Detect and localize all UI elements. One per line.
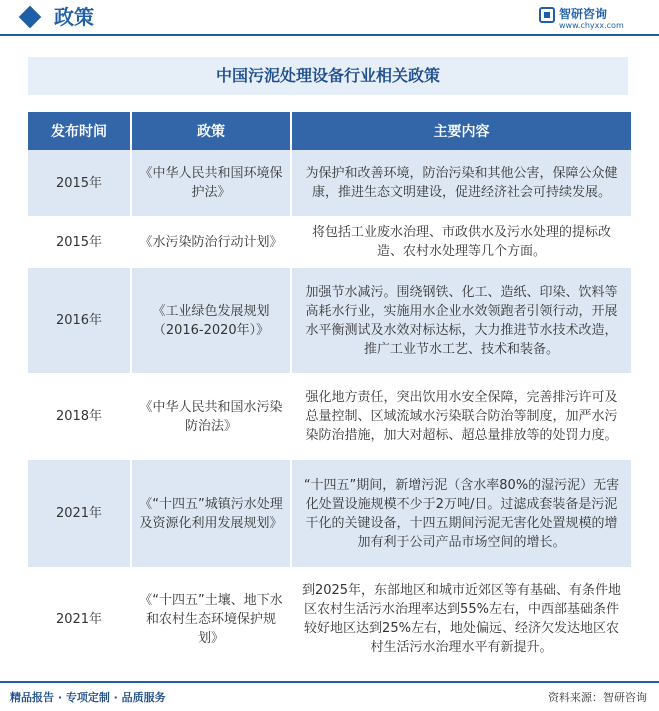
column-header-policy: 政策 <box>131 112 291 150</box>
policy-table <box>28 112 631 671</box>
footer-divider <box>0 681 659 683</box>
brand-icon <box>539 7 555 23</box>
cell-date: 2015年 <box>28 216 131 268</box>
cell-content: 为保护和改善环境，防治污染和其他公害，保障公众健康，推进生态文明建设，促进经济社会可持续发展。 <box>291 150 631 216</box>
cell-date: 2018年 <box>28 373 131 460</box>
cell-policy: 《“十四五”土壤、地下水和农村生态环境保护规划》 <box>131 567 291 671</box>
table-row <box>28 268 631 373</box>
table-title: 中国污泥处理设备行业相关政策 <box>28 57 628 95</box>
column-header-content: 主要内容 <box>291 112 631 150</box>
diamond-icon <box>19 6 42 29</box>
cell-date: 2021年 <box>28 567 131 671</box>
page-header <box>0 0 659 38</box>
cell-content: 到2025年，东部地区和城市近郊区等有基础、有条件地区农村生活污水治理率达到55%左右，中西部基础条件较好地区达到25%左右，地处偏远、经济欠发达地区农村生活污水治理水平有新提升。 <box>291 567 631 671</box>
cell-date: 2016年 <box>28 268 131 373</box>
table-row <box>28 150 631 216</box>
brand-name: 智研咨询 <box>559 7 608 21</box>
cell-date: 2015年 <box>28 150 131 216</box>
cell-policy: 《水污染防治行动计划》 <box>131 216 291 268</box>
footer-slogan: 精品报告 · 专项定制 · 品质服务 <box>10 691 166 704</box>
cell-content: 将包括工业废水治理、市政供水及污水处理的提标改造、农村水处理等几个方面。 <box>291 216 631 268</box>
header-divider <box>0 34 659 36</box>
table-row <box>28 460 631 567</box>
table-row <box>28 567 631 671</box>
table-row <box>28 373 631 460</box>
cell-policy: 《中华人民共和国水污染防治法》 <box>131 373 291 460</box>
section-title: 政策 <box>54 5 94 29</box>
column-header-date: 发布时间 <box>28 112 131 150</box>
cell-date: 2021年 <box>28 460 131 567</box>
page-footer <box>0 681 659 711</box>
cell-policy: 《中华人民共和国环境保护法》 <box>131 150 291 216</box>
cell-content: 强化地方责任，突出饮用水安全保障，完善排污许可及总量控制、区域流域水污染联合防治等制度，加严水污染防治措施，加大对超标、超总量排放等的处罚力度。 <box>291 373 631 460</box>
cell-policy: 《“十四五”城镇污水处理及资源化利用发展规划》 <box>131 460 291 567</box>
cell-content: “十四五”期间，新增污泥（含水率80%的湿污泥）无害化处置设施规模不少于2万吨/日。过滤成套装备是污泥干化的关键设备，十四五期间污泥无害化处置规模的增加有利于公司产品市场空间的增长。 <box>291 460 631 567</box>
brand-logo <box>539 4 649 34</box>
table-row <box>28 216 631 268</box>
table-header-row <box>28 112 631 150</box>
cell-content: 加强节水减污。围绕钢铁、化工、造纸、印染、饮料等高耗水行业，实施用水企业水效领跑者引领行动，开展水平衡测试及水效对标达标，大力推进节水技术改造，推广工业节水工艺、技术和装备。 <box>291 268 631 373</box>
footer-source: 资料来源：智研咨询 <box>548 691 647 704</box>
brand-url: www.chyxx.com <box>559 21 624 30</box>
cell-policy: 《工业绿色发展规划（2016-2020年）》 <box>131 268 291 373</box>
